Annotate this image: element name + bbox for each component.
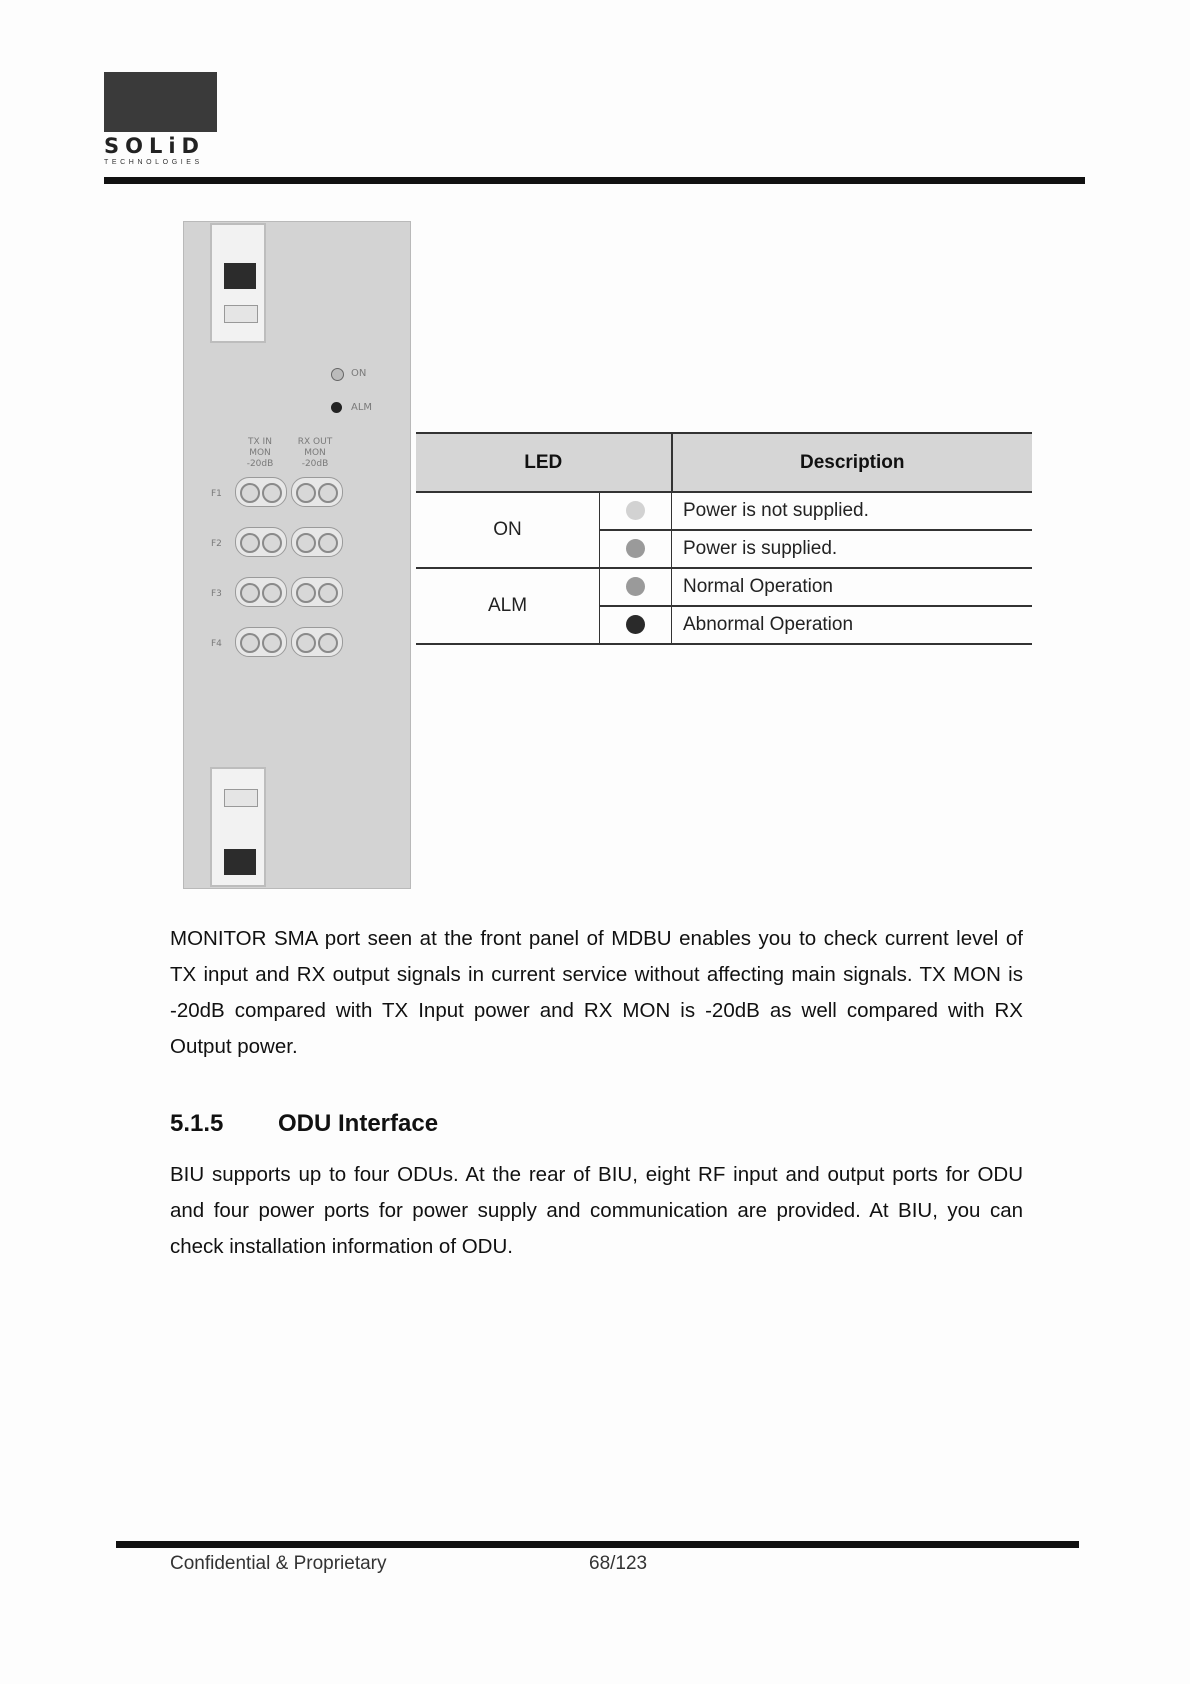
panel-rx-mon-label: RX OUT MON -20dB bbox=[297, 437, 333, 469]
led-name-alm: ALM bbox=[416, 568, 600, 644]
logo-tagline: TECHNOLOGIES bbox=[104, 159, 203, 166]
panel-row-label: F3 bbox=[211, 589, 222, 599]
led-name-on: ON bbox=[416, 492, 600, 568]
led-description: Abnormal Operation bbox=[672, 606, 1033, 644]
section-title: ODU Interface bbox=[278, 1110, 439, 1137]
led-status-table bbox=[416, 432, 1032, 645]
panel-on-led bbox=[331, 368, 344, 381]
led-indicator-cell bbox=[600, 492, 672, 530]
led-description: Power is supplied. bbox=[672, 530, 1033, 568]
table-row bbox=[416, 492, 1032, 530]
led-indicator-icon bbox=[626, 577, 645, 596]
latch-handle bbox=[224, 305, 258, 323]
tx-mon-port bbox=[235, 577, 287, 607]
section-heading bbox=[170, 1110, 438, 1138]
top-latch bbox=[210, 223, 266, 343]
led-indicator-cell bbox=[600, 606, 672, 644]
led-indicator-cell bbox=[600, 530, 672, 568]
rx-mon-port bbox=[291, 527, 343, 557]
footer-confidential: Confidential & Proprietary bbox=[170, 1553, 387, 1574]
panel-alm-label: ALM bbox=[351, 402, 373, 413]
monitor-port-paragraph: MONITOR SMA port seen at the front panel of MDBU enables you to check current level of TX input and RX output signals in current service without affecting main signals. TX MON is -20dB compared with TX Input power and RX MON is -20dB as well compared with RX Output power. bbox=[170, 927, 1023, 1058]
latch-badge bbox=[224, 849, 256, 875]
description-column-header: Description bbox=[672, 433, 1033, 492]
led-indicator-icon bbox=[626, 539, 645, 558]
rx-mon-port bbox=[291, 627, 343, 657]
company-logo bbox=[104, 72, 217, 168]
header-rule bbox=[104, 177, 1085, 184]
panel-row-label: F1 bbox=[211, 489, 222, 499]
page-number: 68/123 bbox=[589, 1553, 648, 1574]
footer-rule bbox=[116, 1541, 1079, 1548]
tx-mon-port bbox=[235, 627, 287, 657]
led-column-header: LED bbox=[416, 433, 672, 492]
table-header-row bbox=[416, 433, 1032, 492]
rx-mon-port bbox=[291, 577, 343, 607]
table-row bbox=[416, 568, 1032, 606]
panel-alm-led bbox=[331, 402, 342, 413]
led-indicator-icon bbox=[626, 615, 645, 634]
led-indicator-icon bbox=[626, 501, 645, 520]
logo-wordmark: SOLiD bbox=[104, 134, 205, 158]
panel-row-label: F2 bbox=[211, 539, 222, 549]
led-description: Normal Operation bbox=[672, 568, 1033, 606]
mdbu-front-panel-image bbox=[183, 207, 411, 902]
panel-tx-mon-label: TX IN MON -20dB bbox=[246, 437, 274, 469]
tx-mon-port bbox=[235, 527, 287, 557]
panel-on-label: ON bbox=[351, 368, 367, 379]
tx-mon-port bbox=[235, 477, 287, 507]
led-description: Power is not supplied. bbox=[672, 492, 1033, 530]
rx-mon-port bbox=[291, 477, 343, 507]
odu-interface-paragraph: BIU supports up to four ODUs. At the rear of BIU, eight RF input and output ports for ODU and four power ports for power supply and communication are provided. At BIU, you can check installation information of ODU. bbox=[170, 1163, 1023, 1258]
latch-handle bbox=[224, 789, 258, 807]
panel-row-label: F4 bbox=[211, 639, 222, 649]
bottom-latch bbox=[210, 767, 266, 887]
section-number: 5.1.5 bbox=[170, 1110, 224, 1137]
led-indicator-cell bbox=[600, 568, 672, 606]
latch-badge bbox=[224, 263, 256, 289]
logo-mark bbox=[104, 72, 217, 132]
